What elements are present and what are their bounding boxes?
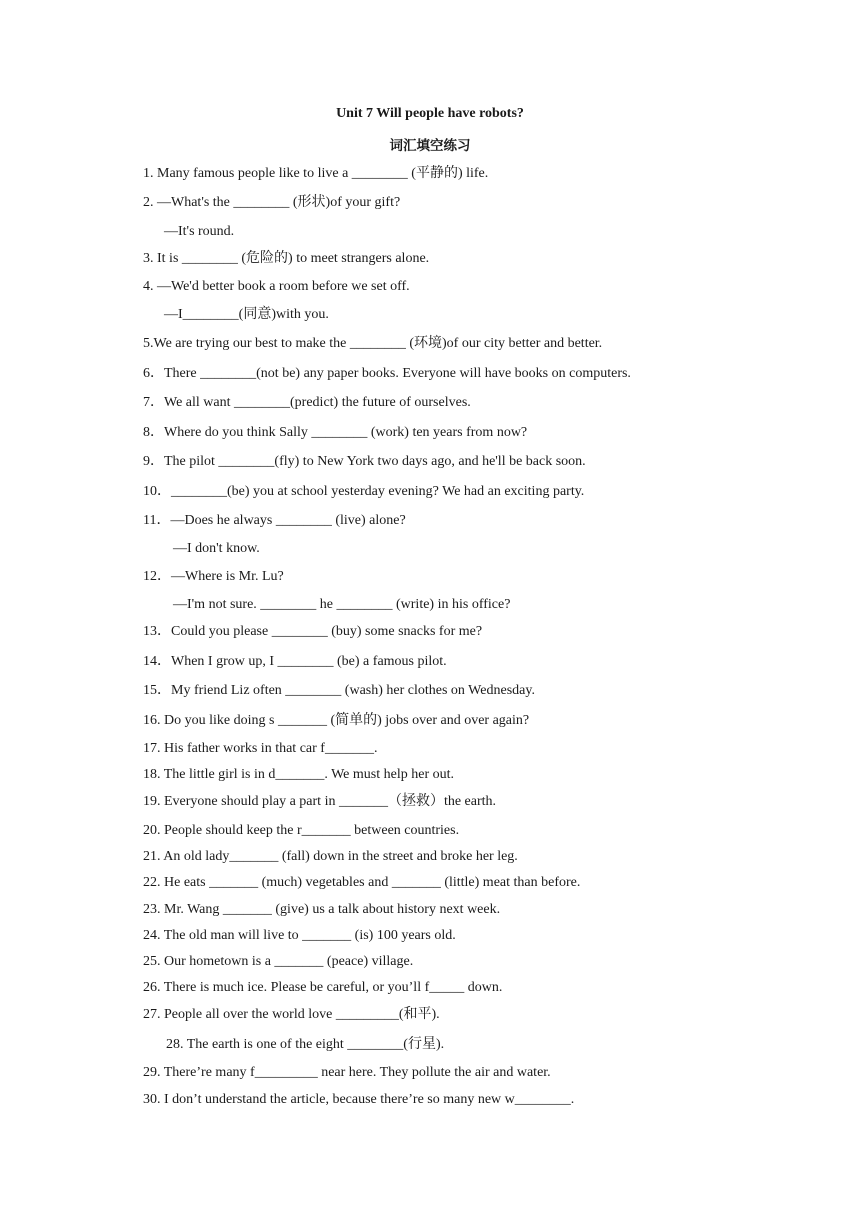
answer-12: —I'm not sure. ________ he ________ (write) in his office? xyxy=(173,597,511,612)
answer-11: —I don't know. xyxy=(173,541,260,556)
page-title: Unit 7 Will people have robots? xyxy=(336,106,524,121)
question-18: 18. The little girl is in d_______. We must help her out. xyxy=(143,767,454,782)
question-11: 11．—Does he always ________ (live) alone? xyxy=(143,513,406,528)
question-29: 29. There’re many f_________ near here. They pollute the air and water. xyxy=(143,1065,551,1080)
question-12: 12．—Where is Mr. Lu? xyxy=(143,569,284,584)
answer-4: —I________(同意)with you. xyxy=(164,307,329,322)
page-subtitle: 词汇填空练习 xyxy=(389,138,471,154)
question-25: 25. Our hometown is a _______ (peace) village. xyxy=(143,954,414,969)
question-3: 3. It is ________ (危险的) to meet strangers alone. xyxy=(143,251,430,266)
question-2: 2. —What's the ________ (形状)of your gift? xyxy=(143,195,401,210)
question-26: 26. There is much ice. Please be careful, or you’ll f_____ down. xyxy=(143,980,503,995)
question-10: 10．________(be) you at school yesterday evening? We had an exciting party. xyxy=(143,484,585,499)
question-13: 13．Could you please ________ (buy) some snacks for me? xyxy=(143,624,483,639)
question-15: 15．My friend Liz often ________ (wash) her clothes on Wednesday. xyxy=(143,683,535,698)
question-1: 1. Many famous people like to live a ________ (平静的) life. xyxy=(143,166,489,181)
question-21: 21. An old lady_______ (fall) down in the street and broke her leg. xyxy=(143,849,518,864)
question-6: 6．There ________(not be) any paper books. Everyone will have books on computers. xyxy=(143,366,631,381)
question-28: 28. The earth is one of the eight ________(行星). xyxy=(166,1037,445,1052)
question-5: 5.We are trying our best to make the ________ (环境)of our city better and better. xyxy=(143,336,603,351)
question-4: 4. —We'd better book a room before we set off. xyxy=(143,279,410,294)
question-22: 22. He eats _______ (much) vegetables and _______ (little) meat than before. xyxy=(143,875,581,890)
question-24: 24. The old man will live to _______ (is) 100 years old. xyxy=(143,928,456,943)
question-16: 16. Do you like doing s _______ (简单的) jobs over and over again? xyxy=(143,713,530,728)
question-20: 20. People should keep the r_______ between countries. xyxy=(143,823,460,838)
question-27: 27. People all over the world love _________(和平). xyxy=(143,1007,440,1022)
question-8: 8．Where do you think Sally ________ (work) ten years from now? xyxy=(143,425,528,440)
answer-2: —It's round. xyxy=(164,224,235,239)
question-30: 30. I don’t understand the article, because there’re so many new w________. xyxy=(143,1092,575,1107)
question-7: 7．We all want ________(predict) the future of ourselves. xyxy=(143,395,471,410)
question-9: 9．The pilot ________(fly) to New York two days ago, and he'll be back soon. xyxy=(143,454,586,469)
question-17: 17. His father works in that car f_______. xyxy=(143,741,378,756)
question-23: 23. Mr. Wang _______ (give) us a talk about history next week. xyxy=(143,902,501,917)
question-19: 19. Everyone should play a part in _______（拯救）the earth. xyxy=(143,794,497,809)
question-14: 14．When I grow up, I ________ (be) a famous pilot. xyxy=(143,654,447,669)
